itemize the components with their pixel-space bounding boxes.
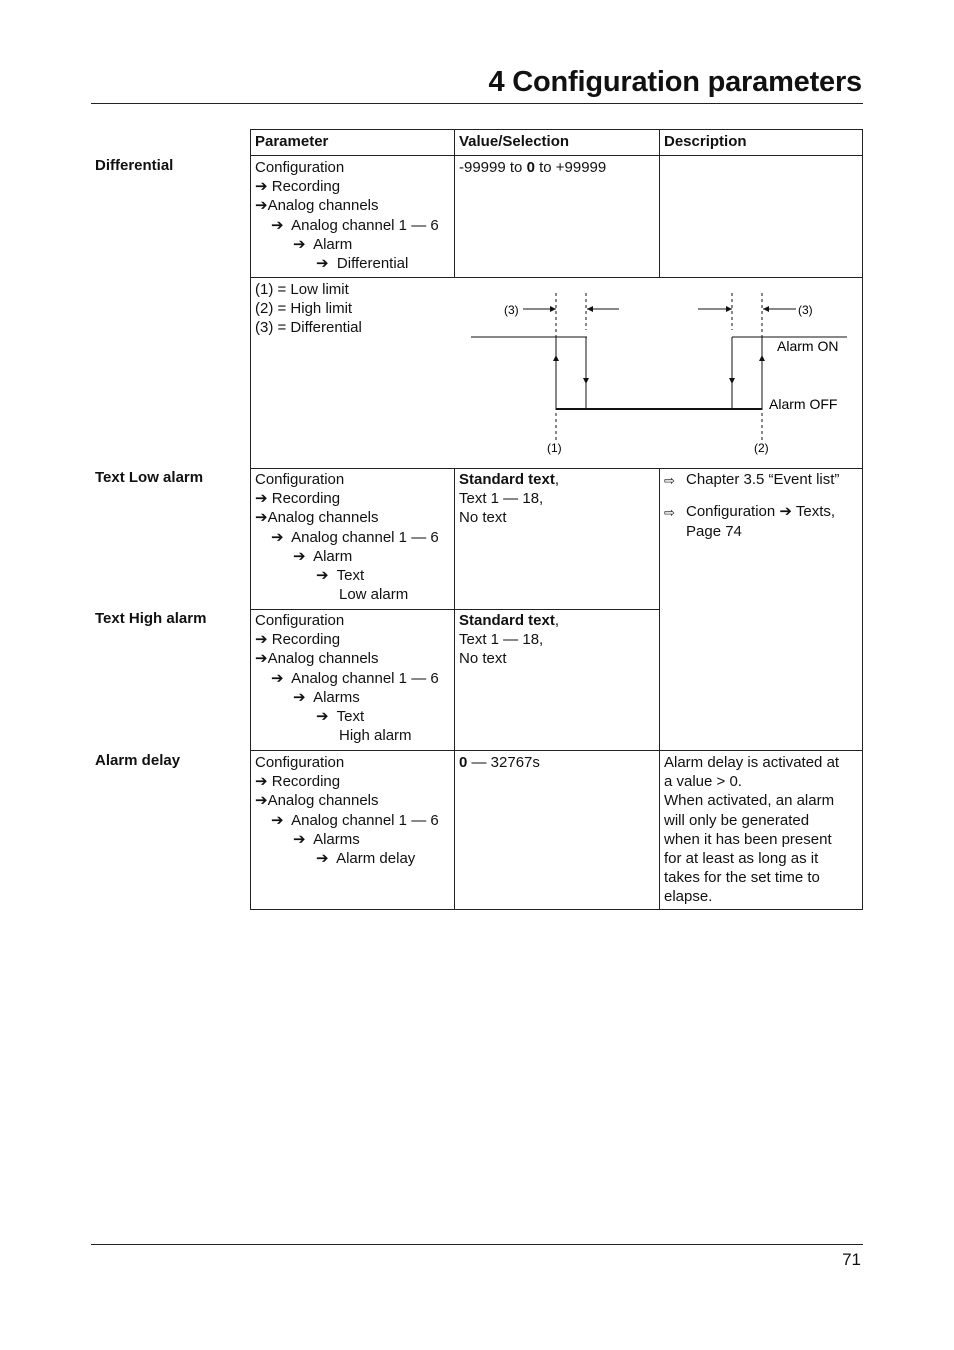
value-option: Standard text, xyxy=(459,471,560,488)
path-step: ➔ Recording xyxy=(255,773,341,791)
value-options xyxy=(459,611,559,669)
path-step: ➔Analog channels xyxy=(255,509,379,527)
path-step: ➔ Alarms xyxy=(293,830,360,848)
arrow-icon: ➔ xyxy=(316,850,329,868)
description xyxy=(664,753,839,907)
cross-reference: ⇨ Chapter 3.5 “Event list” xyxy=(664,470,839,490)
hollow-arrow-right-icon: ⇨ xyxy=(664,505,675,521)
hollow-arrow-right-icon: ⇨ xyxy=(664,473,675,488)
description-line: will only be generated xyxy=(664,811,810,829)
arrow-icon: ➔ xyxy=(271,216,284,234)
path-step: ➔ Recording xyxy=(255,631,341,649)
arrow-icon: ➔ xyxy=(316,708,329,726)
header-rule xyxy=(91,103,863,104)
arrow-icon: ➔ xyxy=(255,650,268,668)
description-line: elapse. xyxy=(664,888,713,906)
arrow-icon: ➔ xyxy=(316,255,329,273)
path-step: Configuration xyxy=(255,612,345,629)
arrow-icon: ➔ xyxy=(293,688,306,706)
menu-path xyxy=(255,611,439,745)
column-header-description: Description xyxy=(664,133,747,150)
column-header-value: Value/Selection xyxy=(459,133,570,150)
value-range: 0 — 32767s xyxy=(459,754,540,771)
description-line: takes for the set time to xyxy=(664,869,820,887)
arrow-icon: ➔ xyxy=(255,197,268,215)
description-line: when it has been present xyxy=(664,830,832,848)
description-line: Alarm delay is activated at xyxy=(664,754,840,771)
arrow-icon: ➔ xyxy=(255,631,268,649)
path-step: ➔ Recording xyxy=(255,178,341,196)
legend-item: (3) = Differential xyxy=(255,319,362,337)
arrow-icon: ➔ xyxy=(255,490,268,508)
path-step: ➔Analog channels xyxy=(255,650,379,668)
column-header-parameter: Parameter xyxy=(255,133,329,150)
value-option: No text xyxy=(459,650,507,668)
path-step: ➔ Alarms xyxy=(293,688,360,706)
arrow-icon: ➔ xyxy=(255,792,268,810)
differential-marker-left: (3) xyxy=(504,303,519,317)
footer-rule xyxy=(91,1244,863,1245)
arrow-icon: ➔ xyxy=(293,547,306,565)
arrow-icon: ➔ xyxy=(271,669,284,687)
arrow-icon: ➔ xyxy=(316,567,329,585)
description-line: a value > 0. xyxy=(664,773,742,791)
legend-item: (2) = High limit xyxy=(255,300,353,318)
path-step: ➔ Recording xyxy=(255,490,341,508)
menu-path xyxy=(255,470,439,604)
path-step: ➔ Analog channel 1 — 6 xyxy=(271,528,439,546)
arrow-icon: ➔ xyxy=(255,178,268,196)
value-range: -99999 to 0 to +99999 xyxy=(459,159,607,176)
differential-marker-right: (3) xyxy=(798,303,813,317)
param-label-text-high-alarm: Text High alarm xyxy=(95,610,207,627)
path-step: ➔ Differential xyxy=(316,255,409,273)
path-step: ➔ Alarm delay xyxy=(316,850,416,868)
page-number: 71 xyxy=(842,1250,861,1269)
high-limit-marker: (2) xyxy=(754,441,769,455)
menu-path xyxy=(255,753,439,868)
value-option: Text 1 — 18, xyxy=(459,631,544,649)
description-line: for at least as long as it xyxy=(664,850,819,868)
path-step: ➔ Alarm xyxy=(293,235,353,253)
path-step: ➔ Text xyxy=(316,708,365,726)
description xyxy=(664,470,839,542)
arrow-icon: ➔ xyxy=(271,528,284,546)
path-step: Configuration xyxy=(255,159,345,176)
cross-reference: ⇨ Configuration ➔ Texts, xyxy=(664,502,839,522)
chapter-title: 4 Configuration parameters xyxy=(488,66,862,98)
value-option: Text 1 — 18, xyxy=(459,490,544,508)
param-label-differential: Differential xyxy=(95,157,174,174)
alarm-off-label: Alarm OFF xyxy=(769,396,838,412)
param-label-alarm-delay: Alarm delay xyxy=(95,752,181,769)
arrow-icon: ➔ xyxy=(255,509,268,527)
description-line: When activated, an alarm xyxy=(664,792,835,810)
value-option: No text xyxy=(459,509,507,527)
path-step: ➔ Text xyxy=(316,567,365,585)
cross-reference-page: Page 74 xyxy=(686,523,742,541)
path-step: High alarm xyxy=(339,727,412,745)
path-step: ➔ Analog channel 1 — 6 xyxy=(271,669,439,687)
param-label-text-low-alarm: Text Low alarm xyxy=(95,469,204,486)
path-step: ➔Analog channels xyxy=(255,792,379,810)
path-step: ➔ Alarm xyxy=(293,547,353,565)
legend-item: (1) = Low limit xyxy=(255,281,349,298)
path-step: ➔Analog channels xyxy=(255,197,379,215)
path-step: ➔ Analog channel 1 — 6 xyxy=(271,811,439,829)
path-step: Low alarm xyxy=(339,586,409,604)
arrow-icon: ➔ xyxy=(293,830,306,848)
path-step: Configuration xyxy=(255,754,345,771)
alarm-on-label: Alarm ON xyxy=(777,338,839,354)
low-limit-marker: (1) xyxy=(547,441,562,455)
value-options xyxy=(459,470,559,528)
value-option: Standard text, xyxy=(459,612,560,629)
parameter-table xyxy=(250,129,863,910)
arrow-icon: ➔ xyxy=(255,773,268,791)
path-step: ➔ Analog channel 1 — 6 xyxy=(271,216,439,234)
arrow-icon: ➔ xyxy=(271,811,284,829)
arrow-icon: ➔ xyxy=(293,235,306,253)
path-step: Configuration xyxy=(255,471,345,488)
